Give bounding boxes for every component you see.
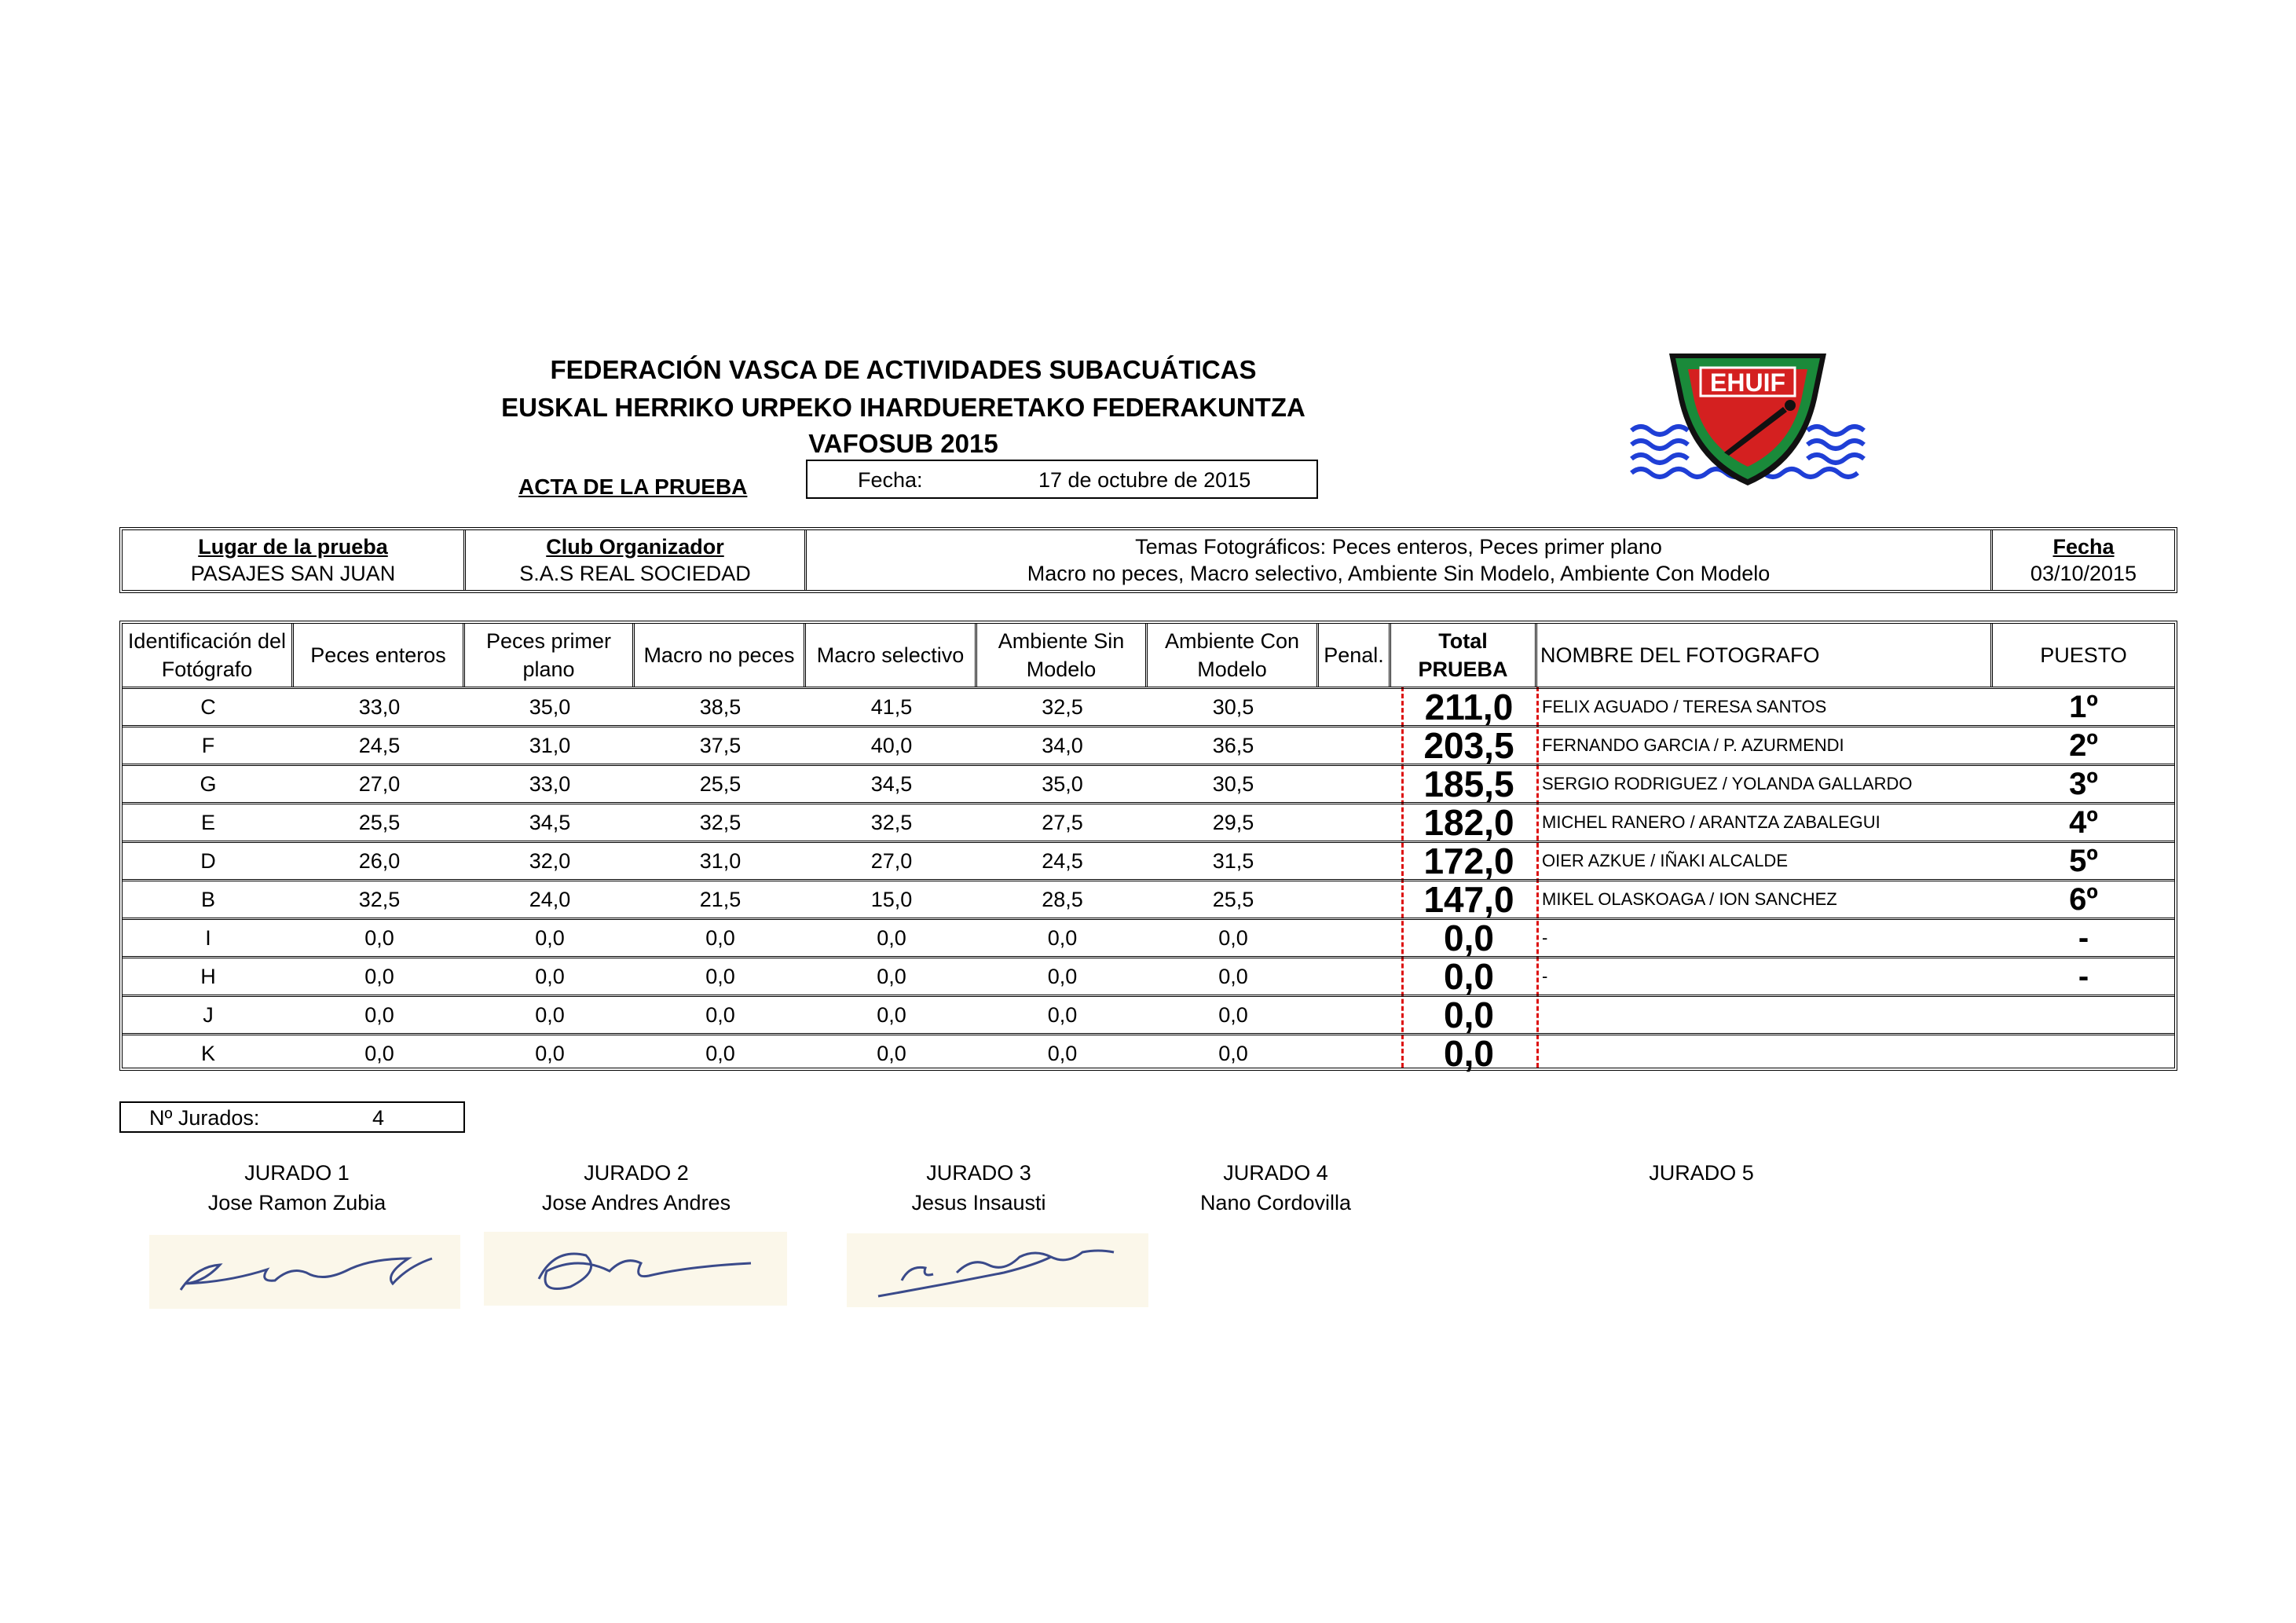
cell-nombre bbox=[1537, 1035, 1998, 1072]
cell-ambiente-sin-modelo: 24,5 bbox=[1042, 848, 1083, 873]
jurado-3 bbox=[853, 1161, 1104, 1215]
cell-total: 185,5 bbox=[1423, 764, 1514, 804]
cell-nombre: SERGIO RODRIGUEZ / YOLANDA GALLARDO bbox=[1542, 774, 1913, 793]
cell-ambiente-sin-modelo: 27,5 bbox=[1042, 810, 1083, 834]
cell-peces-enteros: 32,5 bbox=[358, 887, 401, 911]
results-table bbox=[119, 621, 2177, 1074]
jurado-2 bbox=[511, 1161, 762, 1215]
cell-id: C bbox=[200, 694, 216, 719]
cell-total: 211,0 bbox=[1424, 687, 1514, 727]
cell-peces-enteros: 0,0 bbox=[364, 925, 394, 950]
cell-peces-enteros: 0,0 bbox=[364, 1041, 394, 1065]
table-row bbox=[123, 956, 2174, 995]
table-row bbox=[123, 764, 2174, 802]
cell-ambiente-sin-modelo: 32,5 bbox=[1042, 694, 1083, 719]
table-row bbox=[123, 918, 2174, 956]
jurado-name: Jose Ramon Zubia bbox=[207, 1191, 386, 1215]
signature-jurado-2 bbox=[484, 1232, 787, 1306]
cell-id: E bbox=[200, 810, 215, 834]
signature-jurado-1 bbox=[149, 1235, 460, 1309]
jurado-title: JURADO 4 bbox=[1223, 1161, 1328, 1185]
jurado-title: JURADO 1 bbox=[244, 1161, 350, 1185]
cell-ambiente-sin-modelo: 0,0 bbox=[1047, 964, 1078, 988]
col-header-nombre: NOMBRE DEL FOTOGRAFO bbox=[1537, 624, 1993, 687]
cell-puesto: - bbox=[2078, 958, 2089, 994]
jurado-5 bbox=[1576, 1161, 1827, 1191]
fecha-cell bbox=[1993, 530, 2174, 590]
cell-ambiente-con-modelo: 36,5 bbox=[1212, 733, 1254, 757]
cell-total: 203,5 bbox=[1423, 725, 1514, 766]
col-header-penal: Penal. bbox=[1319, 624, 1391, 687]
cell-peces-enteros: 0,0 bbox=[364, 1002, 394, 1027]
cell-penal bbox=[1319, 920, 1391, 956]
cell-peces-enteros: 25,5 bbox=[358, 810, 401, 834]
col-header-peces-primer-plano: Peces primer plano bbox=[465, 624, 635, 687]
cell-nombre: - bbox=[1542, 966, 1548, 986]
acta-date-label: Fecha: bbox=[858, 468, 923, 492]
jurado-name: Jesus Insausti bbox=[911, 1191, 1046, 1215]
cell-puesto: 1º bbox=[2069, 689, 2098, 724]
cell-ambiente-con-modelo: 30,5 bbox=[1212, 694, 1254, 719]
cell-ambiente-sin-modelo: 0,0 bbox=[1047, 925, 1078, 950]
federation-title-es: FEDERACIÓN VASCA DE ACTIVIDADES SUBACUÁTICAS bbox=[550, 355, 1257, 384]
lugar-label: Lugar de la prueba bbox=[198, 535, 388, 559]
cell-id: G bbox=[200, 771, 217, 796]
cell-ambiente-con-modelo: 31,5 bbox=[1212, 848, 1254, 873]
cell-id: H bbox=[200, 964, 216, 988]
cell-macro-selectivo: 32,5 bbox=[870, 810, 913, 834]
club-cell bbox=[466, 530, 807, 590]
cell-puesto bbox=[1993, 1035, 2174, 1072]
cell-peces-enteros: 24,5 bbox=[358, 733, 401, 757]
cell-macro-selectivo: 0,0 bbox=[877, 1002, 906, 1027]
col-header-peces-enteros: Peces enteros bbox=[294, 624, 465, 687]
cell-peces-enteros: 26,0 bbox=[358, 848, 401, 873]
cell-id: I bbox=[205, 925, 211, 950]
cell-penal bbox=[1319, 997, 1391, 1033]
cell-total: 147,0 bbox=[1423, 879, 1514, 920]
jurado-title: JURADO 5 bbox=[1649, 1161, 1754, 1185]
temas-line1: Temas Fotográficos: Peces enteros, Peces primer plano bbox=[1135, 535, 1662, 559]
cell-ambiente-sin-modelo: 0,0 bbox=[1047, 1041, 1078, 1065]
cell-ambiente-con-modelo: 30,5 bbox=[1212, 771, 1254, 796]
club-value: S.A.S REAL SOCIEDAD bbox=[519, 562, 751, 585]
cell-total: 182,0 bbox=[1423, 802, 1514, 843]
lugar-value: PASAJES SAN JUAN bbox=[190, 562, 396, 585]
cell-penal bbox=[1319, 689, 1391, 725]
cell-macro-selectivo: 27,0 bbox=[870, 848, 913, 873]
table-row bbox=[123, 802, 2174, 841]
cell-nombre: OIER AZKUE / IÑAKI ALCALDE bbox=[1542, 851, 1788, 870]
cell-ambiente-sin-modelo: 28,5 bbox=[1042, 887, 1083, 911]
cell-peces-primer-plano: 0,0 bbox=[535, 964, 565, 988]
cell-penal bbox=[1319, 881, 1391, 918]
cell-peces-enteros: 33,0 bbox=[358, 694, 401, 719]
cell-ambiente-sin-modelo: 35,0 bbox=[1042, 771, 1083, 796]
table-row bbox=[123, 687, 2174, 725]
cell-macro-no-peces: 31,0 bbox=[699, 848, 742, 873]
cell-macro-selectivo: 34,5 bbox=[870, 771, 913, 796]
cell-nombre: MIKEL OLASKOAGA / ION SANCHEZ bbox=[1542, 889, 1837, 909]
cell-peces-primer-plano: 35,0 bbox=[529, 694, 571, 719]
cell-id: K bbox=[200, 1041, 215, 1065]
table-row bbox=[123, 725, 2174, 764]
temas-cell bbox=[807, 530, 1993, 590]
cell-macro-selectivo: 15,0 bbox=[870, 887, 913, 911]
jurado-name: Nano Cordovilla bbox=[1199, 1191, 1352, 1215]
cell-ambiente-con-modelo: 29,5 bbox=[1212, 810, 1254, 834]
fecha-label: Fecha bbox=[2052, 535, 2115, 559]
cell-total: 0,0 bbox=[1444, 956, 1494, 997]
col-header-macro-selectivo: Macro selectivo bbox=[806, 624, 977, 687]
cell-nombre: - bbox=[1542, 928, 1548, 947]
temas-line2: Macro no peces, Macro selectivo, Ambiente Sin Modelo, Ambiente Con Modelo bbox=[1027, 562, 1771, 585]
cell-total: 0,0 bbox=[1444, 1033, 1494, 1074]
cell-peces-primer-plano: 32,0 bbox=[529, 848, 571, 873]
cell-total: 0,0 bbox=[1444, 995, 1494, 1035]
cell-puesto: 4º bbox=[2069, 804, 2098, 840]
fecha-value: 03/10/2015 bbox=[2030, 562, 2137, 585]
cell-id: B bbox=[200, 887, 215, 911]
cell-id: J bbox=[203, 1002, 214, 1027]
cell-macro-no-peces: 0,0 bbox=[705, 1002, 735, 1027]
cell-macro-no-peces: 32,5 bbox=[699, 810, 742, 834]
col-header-ambiente-con-modelo: Ambiente Con Modelo bbox=[1148, 624, 1319, 687]
cell-total: 172,0 bbox=[1423, 841, 1514, 881]
info-table bbox=[119, 527, 2177, 593]
cell-macro-no-peces: 0,0 bbox=[705, 925, 735, 950]
cell-puesto: 2º bbox=[2069, 727, 2098, 763]
cell-ambiente-sin-modelo: 0,0 bbox=[1047, 1002, 1078, 1027]
cell-macro-selectivo: 0,0 bbox=[877, 964, 906, 988]
cell-ambiente-con-modelo: 25,5 bbox=[1212, 887, 1254, 911]
club-label: Club Organizador bbox=[546, 535, 724, 559]
cell-macro-no-peces: 38,5 bbox=[699, 694, 742, 719]
col-header-puesto: PUESTO bbox=[2040, 643, 2127, 667]
jurado-title: JURADO 2 bbox=[584, 1161, 689, 1185]
cell-nombre: MICHEL RANERO / ARANTZA ZABALEGUI bbox=[1542, 812, 1880, 832]
cell-penal bbox=[1319, 1035, 1391, 1072]
table-row bbox=[123, 1033, 2174, 1072]
jurados-count-box bbox=[119, 1101, 465, 1133]
cell-penal bbox=[1319, 843, 1391, 879]
col-header-total: Total PRUEBA bbox=[1391, 624, 1537, 687]
cell-macro-selectivo: 41,5 bbox=[870, 694, 913, 719]
cell-macro-no-peces: 37,5 bbox=[699, 733, 742, 757]
jurado-4 bbox=[1150, 1161, 1401, 1215]
cell-macro-selectivo: 40,0 bbox=[870, 733, 913, 757]
cell-penal bbox=[1319, 727, 1391, 764]
cell-peces-primer-plano: 24,0 bbox=[529, 887, 571, 911]
jurados-count-value: 4 bbox=[372, 1106, 385, 1130]
jurado-name: Jose Andres Andres bbox=[541, 1191, 731, 1215]
cell-puesto: 3º bbox=[2069, 766, 2098, 801]
acta-heading: ACTA DE LA PRUEBA bbox=[518, 474, 748, 499]
cell-macro-no-peces: 0,0 bbox=[705, 964, 735, 988]
cell-nombre: FERNANDO GARCIA / P. AZURMENDI bbox=[1542, 735, 1844, 755]
cell-ambiente-con-modelo: 0,0 bbox=[1218, 925, 1248, 950]
federation-title-eu: EUSKAL HERRIKO URPEKO IHARDUERETAKO FEDERAKUNTZA bbox=[501, 393, 1305, 422]
lugar-cell bbox=[123, 530, 466, 590]
cell-nombre bbox=[1537, 997, 1998, 1033]
cell-total: 0,0 bbox=[1444, 918, 1494, 958]
cell-puesto: 6º bbox=[2069, 881, 2098, 917]
jurado-title: JURADO 3 bbox=[926, 1161, 1031, 1185]
cell-macro-no-peces: 21,5 bbox=[699, 887, 742, 911]
cell-ambiente-con-modelo: 0,0 bbox=[1218, 964, 1248, 988]
cell-puesto: - bbox=[2078, 920, 2089, 955]
cell-penal bbox=[1319, 766, 1391, 802]
cell-peces-primer-plano: 0,0 bbox=[535, 1041, 565, 1065]
cell-peces-enteros: 27,0 bbox=[358, 771, 401, 796]
cell-nombre: FELIX AGUADO / TERESA SANTOS bbox=[1542, 697, 1827, 716]
event-title: VAFOSUB 2015 bbox=[808, 429, 998, 458]
cell-id: D bbox=[200, 848, 216, 873]
cell-ambiente-sin-modelo: 34,0 bbox=[1042, 733, 1083, 757]
cell-peces-primer-plano: 0,0 bbox=[535, 1002, 565, 1027]
table-row bbox=[123, 879, 2174, 918]
cell-penal bbox=[1319, 804, 1391, 841]
ehuif-logo bbox=[1630, 352, 1866, 490]
acta-date-value: 17 de octubre de 2015 bbox=[1038, 468, 1251, 492]
acta-date-box bbox=[806, 460, 1318, 499]
col-header-ambiente-sin-modelo: Ambiente Sin Modelo bbox=[977, 624, 1148, 687]
cell-puesto: 5º bbox=[2069, 843, 2098, 878]
cell-peces-primer-plano: 0,0 bbox=[535, 925, 565, 950]
cell-penal bbox=[1319, 958, 1391, 995]
logo-text: EHUIF bbox=[1710, 368, 1785, 397]
cell-ambiente-con-modelo: 0,0 bbox=[1218, 1002, 1248, 1027]
cell-macro-no-peces: 0,0 bbox=[705, 1041, 735, 1065]
cell-macro-selectivo: 0,0 bbox=[877, 925, 906, 950]
signature-jurado-3 bbox=[847, 1233, 1148, 1307]
table-row bbox=[123, 841, 2174, 879]
cell-peces-enteros: 0,0 bbox=[364, 964, 394, 988]
cell-puesto bbox=[1993, 997, 2174, 1033]
cell-peces-primer-plano: 34,5 bbox=[529, 810, 571, 834]
cell-id: F bbox=[201, 733, 215, 757]
cell-peces-primer-plano: 33,0 bbox=[529, 771, 571, 796]
cell-peces-primer-plano: 31,0 bbox=[529, 733, 571, 757]
jurados-count-label: Nº Jurados: bbox=[149, 1106, 260, 1130]
cell-macro-no-peces: 25,5 bbox=[699, 771, 742, 796]
col-header-id: Identificación del Fotógrafo bbox=[123, 624, 294, 687]
table-row bbox=[123, 995, 2174, 1033]
col-header-macro-no-peces: Macro no peces bbox=[635, 624, 806, 687]
jurado-1 bbox=[171, 1161, 423, 1215]
cell-ambiente-con-modelo: 0,0 bbox=[1218, 1041, 1248, 1065]
cell-macro-selectivo: 0,0 bbox=[877, 1041, 906, 1065]
